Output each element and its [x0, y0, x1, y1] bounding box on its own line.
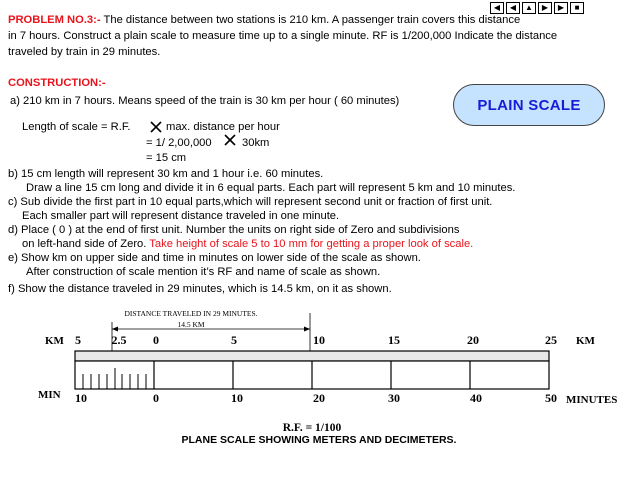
arrow-left-icon: [112, 327, 118, 332]
min-label-right: MINUTES: [566, 394, 618, 406]
step-e-1: e) Show km on upper side and time in minutes on lower side of the scale as shown.: [8, 252, 421, 264]
scale-caption: PLANE SCALE SHOWING METERS AND DECIMETERS.: [181, 434, 457, 446]
arrow-right-icon: [304, 327, 310, 332]
formula-max-distance: max. distance per hour: [166, 121, 280, 133]
formula-length-label: Length of scale = R.F.: [22, 121, 131, 133]
formula-line-1: [22, 120, 131, 134]
problem-line-3: traveled by train in 29 minutes.: [8, 46, 161, 58]
min-label-left: MIN: [38, 389, 61, 401]
step-d-2-text: on left-hand side of Zero.: [22, 238, 150, 250]
problem-title: PROBLEM NO.3:-: [8, 14, 101, 26]
km-tick-label: 15: [388, 333, 400, 347]
plain-scale-diagram: [0, 300, 638, 479]
distance-annotation: DISTANCE TRAVELED IN 29 MINUTES.: [124, 309, 258, 318]
prev-icon[interactable]: ◀: [506, 2, 520, 14]
multiply-icon: [149, 120, 163, 134]
min-tick-label: 10: [231, 391, 243, 405]
min-tick-label: 50: [545, 391, 557, 405]
step-e-2: After construction of scale mention it’s RF and name of scale as shown.: [26, 266, 381, 278]
min-tick-label: 10: [75, 391, 87, 405]
min-tick-label: 0: [153, 391, 159, 405]
construction-heading: CONSTRUCTION:-: [8, 77, 106, 89]
step-c-2: Each smaller part will represent distance traveled in one minute.: [22, 210, 340, 222]
last-icon[interactable]: ▶: [554, 2, 568, 14]
km-tick-label: 25: [545, 333, 557, 347]
km-label-right: KM: [576, 335, 595, 347]
step-c-1: c) Sub divide the first part in 10 equal parts,which will represent second unit or fraction of first unit.: [8, 196, 493, 208]
formula-distance: 30km: [242, 137, 270, 149]
km-label-left: KM: [45, 335, 64, 347]
home-icon[interactable]: ▲: [522, 2, 536, 14]
km-tick-label: 2.5: [111, 333, 127, 347]
problem-text-1: The distance between two stations is 210 km. A passenger train covers this distance: [100, 14, 521, 26]
step-b-2: Draw a line 15 cm long and divide it in 6 equal parts. Each part will represent 5 km and 10 minutes.: [26, 182, 516, 194]
step-d-2: [22, 237, 473, 251]
next-icon[interactable]: ▶: [538, 2, 552, 14]
km-tick-label: 5: [75, 333, 81, 347]
step-f: f) Show the distance traveled in 29 minutes, which is 14.5 km, on it as shown.: [8, 283, 392, 295]
min-tick-label: 30: [388, 391, 400, 405]
formula-rf-value: = 1/ 2,00,000: [146, 137, 212, 149]
km-tick-label: 10: [313, 333, 325, 347]
first-icon[interactable]: ◀: [490, 2, 504, 14]
rf-label: R.F. = 1/100: [282, 422, 342, 434]
end-icon[interactable]: ■: [570, 2, 584, 14]
km-tick-label: 0: [153, 333, 159, 347]
scale-bar-upper: [75, 351, 549, 361]
formula-result: = 15 cm: [146, 152, 187, 164]
problem-line-2: in 7 hours. Construct a plain scale to measure time up to a single minute. RF is 1/200,000 Indicate the distance: [8, 30, 558, 42]
distance-value-annotation: 14.5 KM: [177, 320, 205, 329]
problem-line-1: [8, 13, 520, 27]
multiply-icon: [223, 133, 237, 147]
plain-scale-badge: PLAIN SCALE: [453, 84, 605, 126]
scale-height-note: Take height of scale 5 to 10 mm for getting a proper look of scale.: [149, 238, 474, 250]
min-tick-label: 40: [470, 391, 482, 405]
min-tick-labels: [75, 391, 557, 405]
km-tick-labels: [75, 333, 557, 347]
km-tick-label: 20: [467, 333, 479, 347]
step-b-1: b) 15 cm length will represent 30 km and 1 hour i.e. 60 minutes.: [8, 168, 324, 180]
step-d-1: d) Place ( 0 ) at the end of first unit. Number the units on right side of Zero and subdivisions: [8, 224, 460, 236]
min-tick-label: 20: [313, 391, 325, 405]
step-a: a) 210 km in 7 hours. Means speed of the train is 30 km per hour ( 60 minutes): [10, 95, 400, 107]
km-tick-label: 5: [231, 333, 237, 347]
